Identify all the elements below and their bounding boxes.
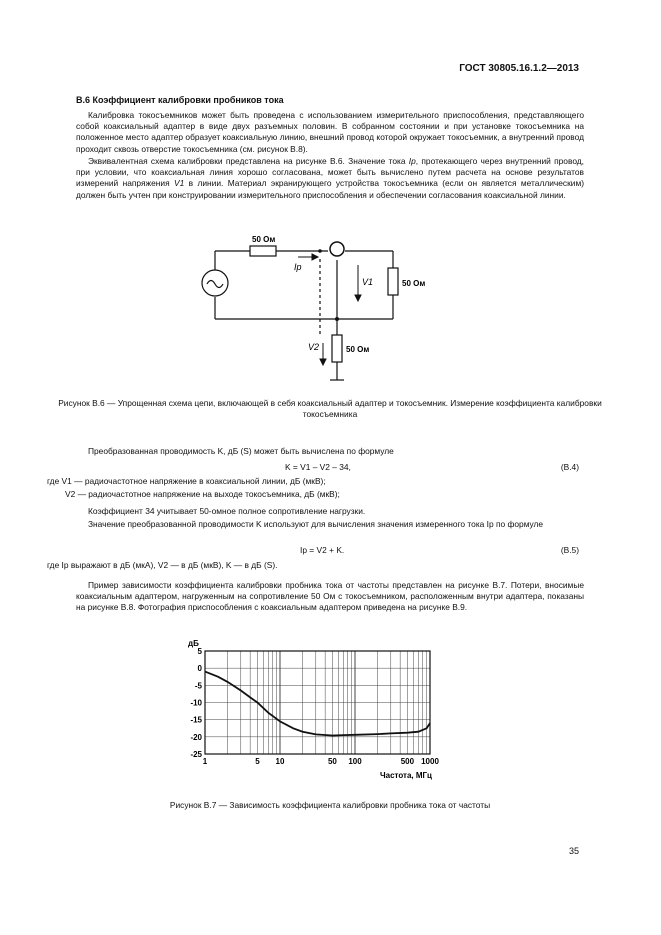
- where-ip: где Ip выражают в дБ (мкА), V2 — в дБ (мкВ), K — в дБ (S).: [47, 560, 278, 570]
- page-number: 35: [568, 846, 579, 856]
- figure-6-caption: Рисунок В.6 — Упрощенная схема цепи, включающей в себя коаксиальный адаптер и токосъемник. Измерение коэффициента калибровки токосъемника: [58, 398, 602, 419]
- paragraph-1: Калибровка токосъемников может быть проведена с использованием измерительного приспособления, представляющего собой коаксиальный адаптер в виде двух разъемных половин. В собранном состоянии и при установке токосъемника на положенное место адаптер образует коаксиальную линию, внешний провод которой окружает токосъемник, а внутренний провод проходит сквозь отверстие токосъемника (см. рисунок В.8).: [76, 110, 584, 154]
- x-tick-label: 5: [255, 757, 260, 766]
- section-title: В.6 Коэффициент калибровки пробников тока: [76, 95, 284, 105]
- circuit-diagram: [190, 235, 426, 385]
- y-tick-label: 0: [197, 664, 202, 674]
- x-axis-label: Частота, МГц: [380, 771, 432, 780]
- paragraph-5: Значение преобразованной проводимости K используют для вычисления значения измеренного тока Ip по формуле: [88, 519, 544, 529]
- calibration-chart: [180, 636, 460, 786]
- formula-b4-number: (В.4): [560, 462, 579, 472]
- y-tick-label: -5: [194, 681, 202, 691]
- resistor-2-label: 50 Ом: [402, 279, 426, 288]
- y-tick-label: -25: [190, 750, 202, 759]
- paragraph-2: Эквивалентная схема калибровки представлена на рисунке В.6. Значение тока Iр, протекающего через внутренний провод, при условии, что коаксиальная линия хорошо согласована, может быть вычислено путем расчета на основе результатов измерений напряжения V1 в линии. Материал экранирующего устройства токосъемника (если он является металлическим) должен быть учтен при конструировании измерительного приспособления и обеспечении согласования коаксиальной линии.: [76, 156, 585, 200]
- x-tick-label: 1000: [421, 757, 439, 766]
- y-axis-label: дБ: [188, 639, 199, 648]
- x-tick-label: 100: [348, 757, 362, 766]
- paragraph-3: Преобразованная проводимость K, дБ (S) может быть вычислена по формуле: [88, 446, 394, 456]
- standard-header: ГОСТ 30805.16.1.2—2013: [459, 63, 579, 74]
- resistor-1-label: 50 Ом: [252, 235, 276, 244]
- y-tick-label: -20: [190, 732, 202, 742]
- v1-label: V1: [362, 277, 374, 287]
- resistor-1: [250, 246, 276, 256]
- y-tick-label: -15: [190, 715, 202, 725]
- chart-grid: [205, 651, 430, 754]
- paragraph-6: Пример зависимости коэффициента калибровки пробника тока от частоты представлен на рисунке В.7. Потери, вносимые коаксиальным адаптером, нагруженным на сопротивление 50 Ом с токосъемником, расположенным внутри адаптера, показаны на рисунке В.8. Фотография приспособления с коаксиальным адаптером приведена на рисунке В.9.: [76, 580, 584, 613]
- formula-b4: K = V1 – V2 – 34,: [285, 462, 351, 472]
- figure-7-caption: Рисунок В.7 — Зависимость коэффициента калибровки пробника тока от частоты: [169, 800, 491, 810]
- formula-b5-number: (В.5): [560, 545, 579, 555]
- x-tick-label: 1: [202, 757, 208, 766]
- where-v1: где V1 — радиочастотное напряжение в коаксиальной линии, дБ (мкВ);: [47, 476, 326, 486]
- paragraph-4: Коэффициент 34 учитывает 50-омное полное сопротивление нагрузки.: [88, 506, 366, 516]
- ip-label: Ip: [294, 262, 302, 272]
- y-tick-label: 5: [197, 647, 202, 656]
- current-probe-icon: [330, 242, 344, 256]
- where-v2: V2 — радиочастотное напряжение на выходе токосъемника, дБ (мкВ);: [65, 489, 340, 499]
- v2-label: V2: [308, 342, 320, 352]
- formula-b5: Ip = V2 + K.: [300, 545, 345, 555]
- x-tick-label: 500: [400, 757, 415, 766]
- resistor-2: [388, 268, 398, 295]
- calibration-curve: [205, 672, 430, 736]
- resistor-3: [332, 335, 342, 362]
- x-tick-label: 10: [275, 757, 285, 766]
- x-tick-label: 50: [327, 757, 337, 766]
- resistor-3-label: 50 Ом: [346, 345, 370, 354]
- y-tick-label: -10: [190, 698, 202, 708]
